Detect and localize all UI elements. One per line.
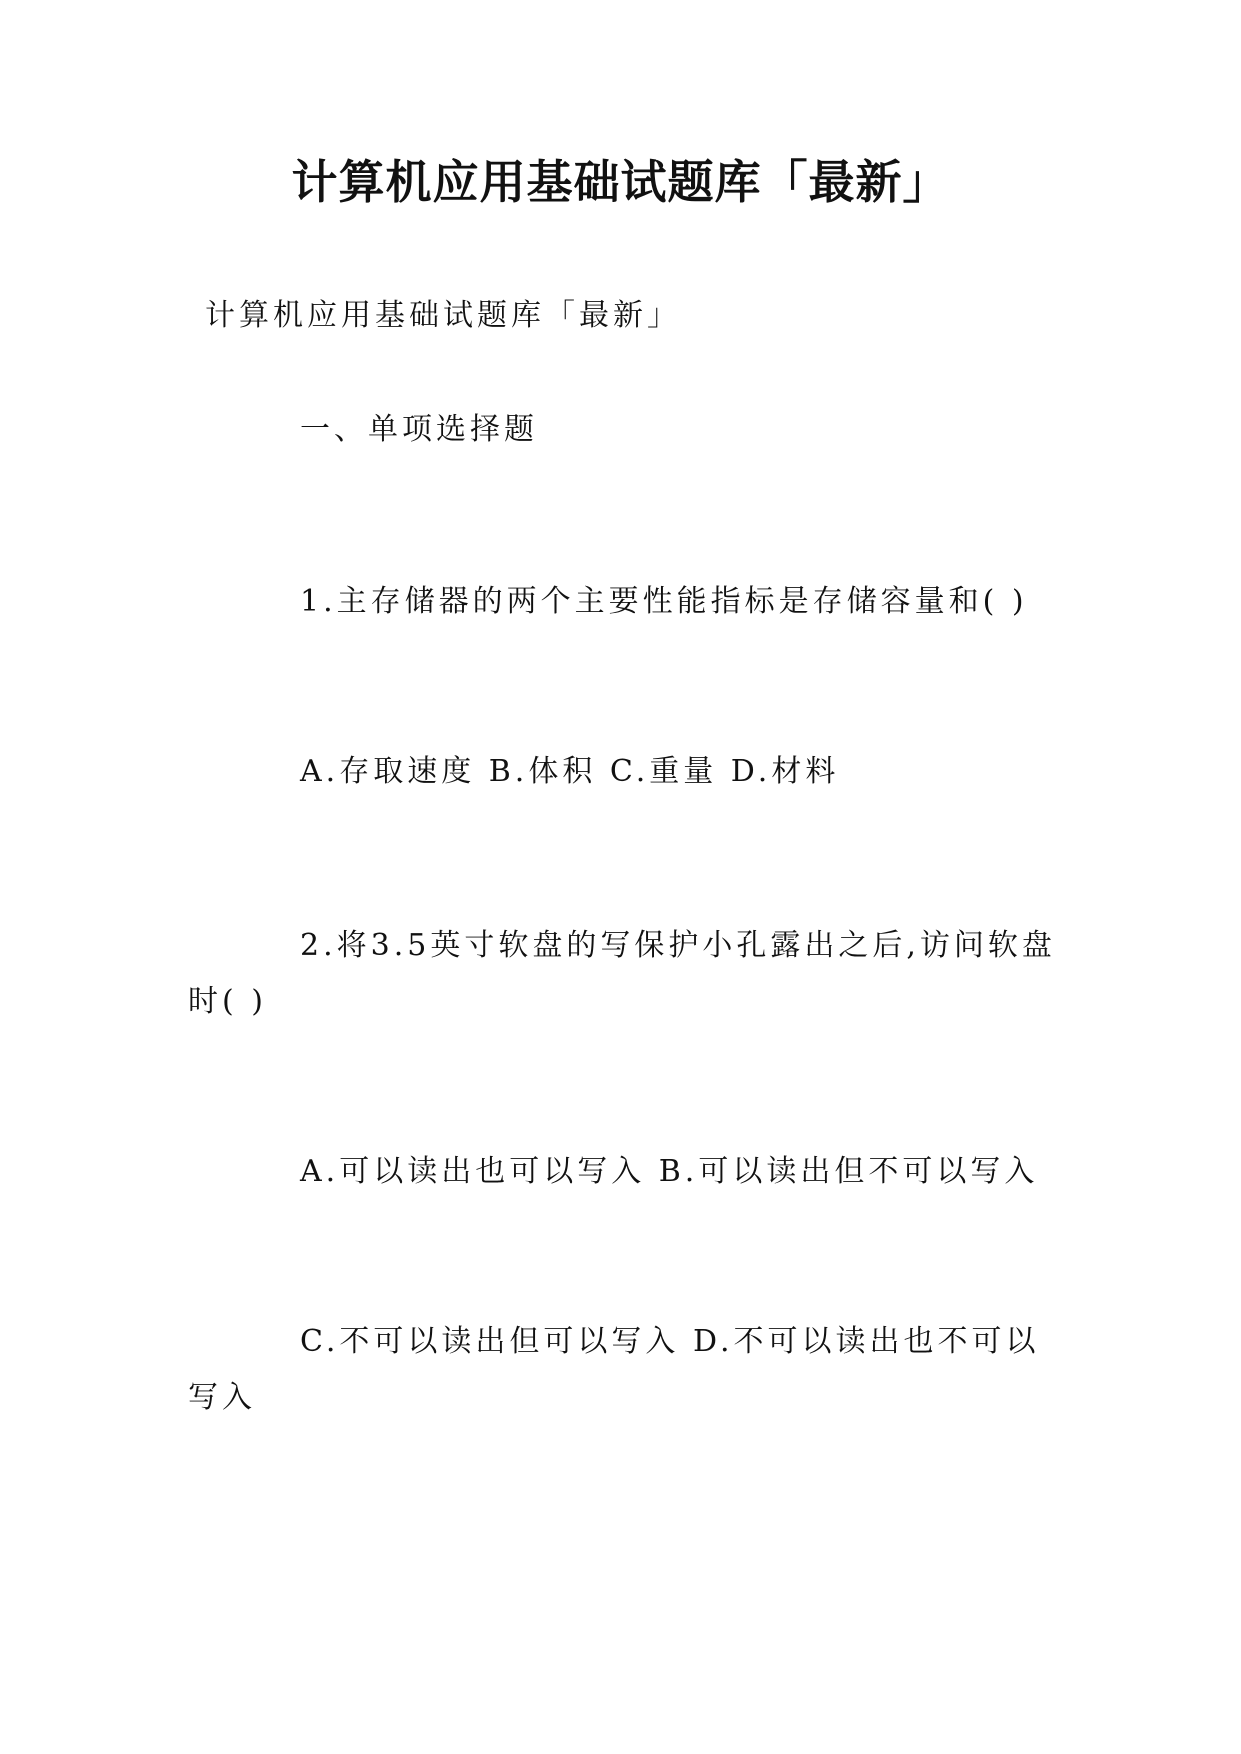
section-heading: 一、单项选择题 [300,412,538,447]
document-subtitle: 计算机应用基础试题库「最新」 [205,298,681,333]
question-options: A.可以读出也可以写入 B.可以读出但不可以写入 [300,1154,1039,1189]
question-options: A.存取速度 B.体积 C.重量 D.材料 [300,754,840,789]
question-stem: 2.将3.5英寸软盘的写保护小孔露出之后,访问软盘时( ) [188,928,1056,1019]
question-options: C.不可以读出但可以写入 D.不可以读出也不可以写入 [188,1324,1040,1415]
document-title: 计算机应用基础试题库「最新」 [291,155,950,209]
question-stem: 1.主存储器的两个主要性能指标是存储容量和( ) [300,584,1028,619]
